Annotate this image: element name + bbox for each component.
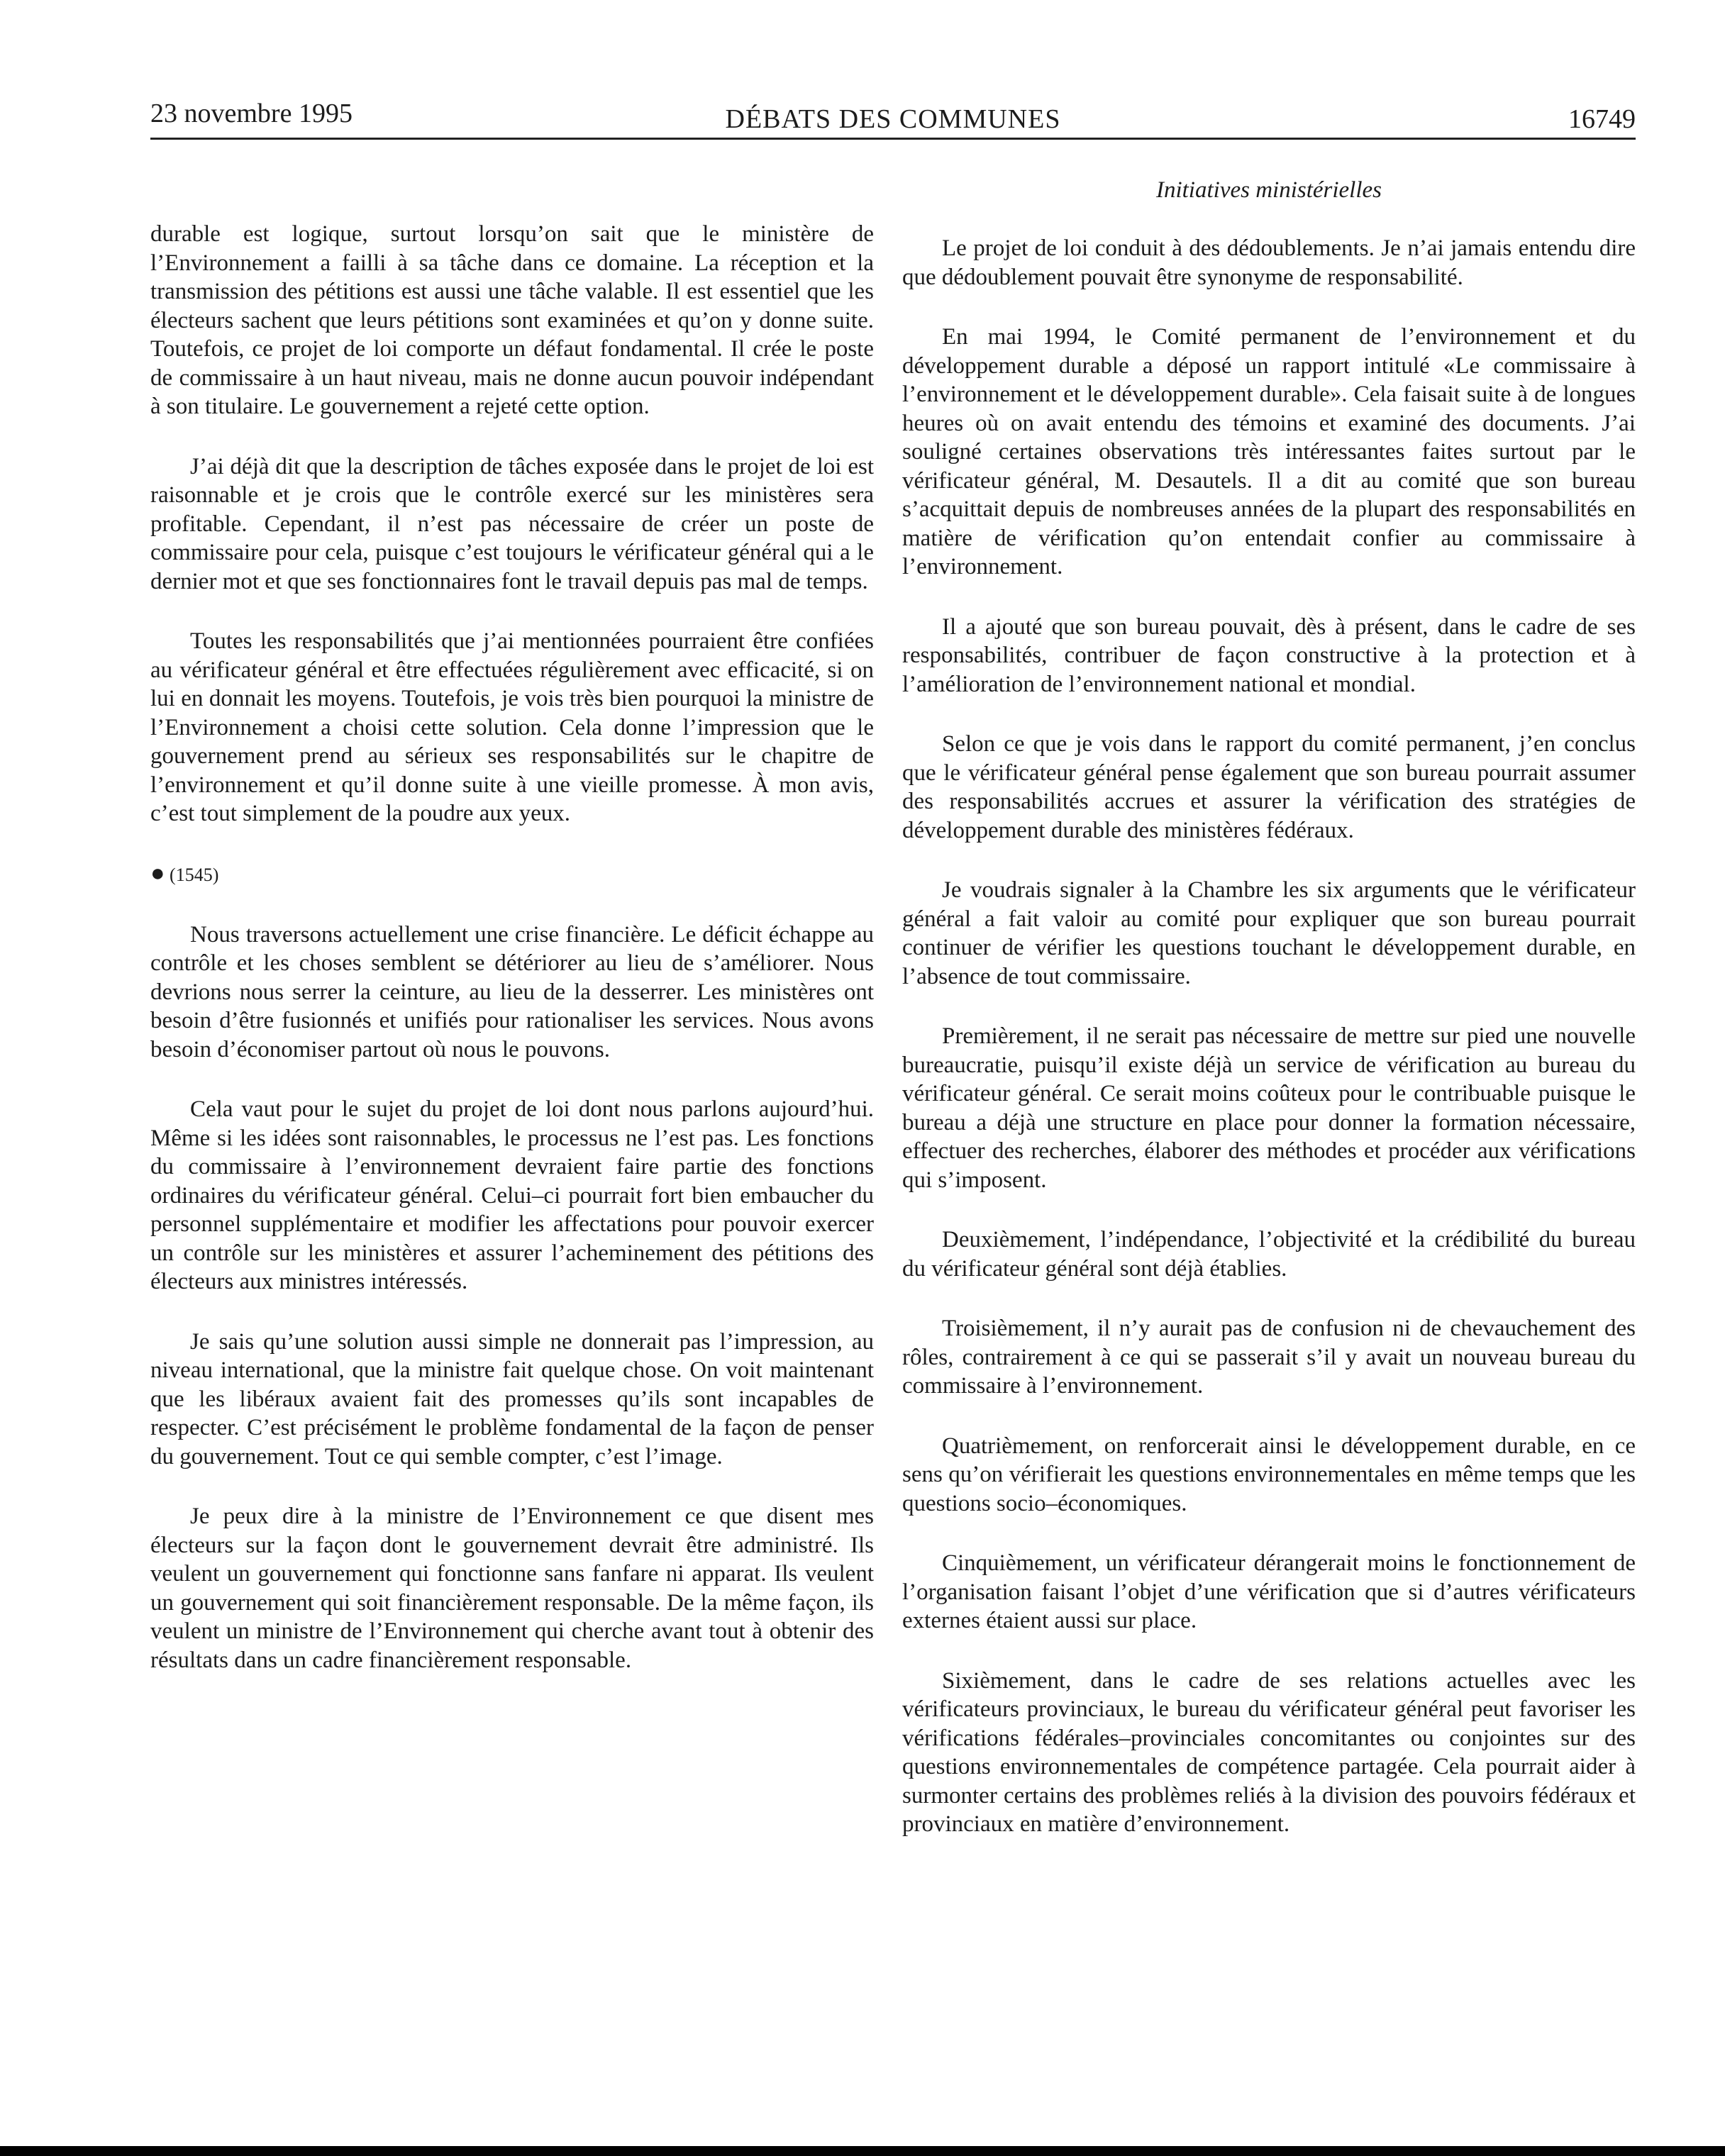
page-number: 16749: [1568, 104, 1636, 134]
paragraph: Le projet de loi conduit à des dédoublements. Je n’ai jamais entendu dire que dédoublement pouvait être synonyme de responsabilité.: [902, 235, 1636, 290]
paragraph: Je voudrais signaler à la Chambre les six arguments que le vérificateur général a fait valoir au comité pour expliquer que son bureau pourrait continuer de vérifier les questions touchant le développement durable, en l’absence de tout commissaire.: [902, 877, 1636, 989]
paragraph: J’ai déjà dit que la description de tâches exposée dans le projet de loi est raisonnable et je crois que le contrôle exercé sur les ministères sera profitable. Cependant, il n’est pas nécessaire de créer un poste de commissaire pour cela, puisque c’est toujours le vérificateur général qui a le dernier mot et que ses fonctionnaires font le travail depuis pas mal de temps.: [150, 453, 874, 594]
paragraph: Je peux dire à la ministre de l’Environnement ce que disent mes électeurs sur la façon dont le gouvernement devrait être administré. Ils veulent un gouvernement qui fonctionne sans fanfare ni apparat. Ils veulent un gouvernement qui soit financièrement responsable. De la même façon, ils veulent un ministre de l’Environnement qui cherche avant tout à obtenir des résultats dans un cadre financièrement responsable.: [150, 1504, 874, 1673]
paragraph: Quatrièmement, on renforcerait ainsi le développement durable, en ce sens qu’on vérifierait les questions environnementales en même temps que les questions socio–économiques.: [902, 1433, 1636, 1516]
paragraph: Cela vaut pour le sujet du projet de loi dont nous parlons aujourd’hui. Même si les idées sont raisonnables, le processus ne l’est pas. Les fonctions du commissaire à l’environnement devraient faire partie des fonctions ordinaires du vérificateur général. Celui–ci pourrait fort bien embaucher du personnel supplémentaire et modifier les affectations pour pouvoir exercer un contrôle sur les ministères et assurer l’acheminement des pétitions des électeurs aux ministres intéressés.: [150, 1096, 874, 1294]
time-marker: [150, 860, 874, 889]
time-marker-text: (1545): [170, 864, 219, 885]
paragraph: Selon ce que je vois dans le rapport du comité permanent, j’en conclus que le vérificateur général pense également que son bureau pourrait assumer des responsabilités accrues et assurer la vérification des stratégies de développement durable des ministères fédéraux.: [902, 731, 1636, 843]
bullet-icon: ●: [150, 860, 165, 887]
header-title: DÉBATS DES COMMUNES: [725, 104, 1061, 134]
paragraph: Premièrement, il ne serait pas nécessaire de mettre sur pied une nouvelle bureaucratie, puisqu’il existe déjà un service de vérification au bureau du vérificateur général. Ce serait moins coûteux pour le contribuable puisque le bureau a déjà une structure en place pour donner la formation nécessaire, effectuer des recherches, élaborer des méthodes et procéder aux vérifications qui s’imposent.: [902, 1023, 1636, 1193]
paragraph: Il a ajouté que son bureau pouvait, dès à présent, dans le cadre de ses responsabilités, contribuer de façon constructive à la protection et à l’amélioration de l’environnement national et mondial.: [902, 613, 1636, 697]
paragraph: Cinquièmement, un vérificateur dérangerait moins le fonctionnement de l’organisation faisant l’objet d’une vérification que si d’autres vérificateurs externes étaient aussi sur place.: [902, 1550, 1636, 1633]
page-header: [150, 85, 1636, 140]
left-column: [150, 220, 874, 1706]
paragraph: Toutes les responsabilités que j’ai mentionnées pourraient être confiées au vérificateur général et être effectuées régulièrement avec efficacité, si on lui en donnait les moyens. Toutefois, je vois très bien pourquoi la ministre de l’Environnement a choisi cette solution. Cela donne l’impression que le gouvernement prend au sérieux ses responsabilités sur le chapitre de l’environnement et qu’il donne suite à une vieille promesse. À mon avis, c’est tout simplement de la poudre aux yeux.: [150, 628, 874, 826]
paragraph: Troisièmement, il n’y aurait pas de confusion ni de chevauchement des rôles, contrairement à ce qui se passerait s’il y avait un nouveau bureau du commissaire à l’environnement.: [902, 1316, 1636, 1399]
scan-edge: [0, 2146, 1725, 2156]
paragraph: Sixièmement, dans le cadre de ses relations actuelles avec les vérificateurs provinciaux, le bureau du vérificateur général peut favoriser les vérifications fédérales–provinciales concomitantes ou conjointes sur des questions environnementales de compétence partagée. Cela pourrait aider à surmonter certains des problèmes reliés à la division des pouvoirs fédéraux et provinciaux en matière d’environnement.: [902, 1667, 1636, 1837]
right-column: [902, 234, 1636, 1870]
paragraph: Nous traversons actuellement une crise financière. Le déficit échappe au contrôle et les choses semblent se détériorer au lieu de s’améliorer. Nous devrions nous serrer la ceinture, au lieu de la desserrer. Les ministères ont besoin d’être fusionnés et unifiés pour rationaliser les services. Nous avons besoin d’économiser partout où nous le pouvons.: [150, 921, 874, 1062]
header-date: 23 novembre 1995: [150, 99, 353, 128]
paragraph: Deuxièmement, l’indépendance, l’objectivité et la crédibilité du bureau du vérificateur général sont déjà établies.: [902, 1227, 1636, 1282]
paragraph: durable est logique, surtout lorsqu’on sait que le ministère de l’Environnement a failli à sa tâche dans ce domaine. La réception et la transmission des pétitions est aussi une tâche valable. Il est essentiel que les électeurs sachent que leurs pétitions sont examinées et qu’on y donne suite. Toutefois, ce projet de loi comporte un défaut fondamental. Il crée le poste de commissaire à un haut niveau, mais ne donne aucun pouvoir indépendant à son titulaire. Le gouvernement a rejeté cette option.: [150, 221, 874, 419]
paragraph: Je sais qu’une solution aussi simple ne donnerait pas l’impression, au niveau international, que la ministre fait quelque chose. On voit maintenant que les libéraux avaient fait des promesses qu’ils sont incapables de respecter. C’est précisément le problème fondamental de la façon de penser du gouvernement. Tout ce qui semble compter, c’est l’image.: [150, 1328, 874, 1469]
paragraph: En mai 1994, le Comité permanent de l’environnement et du développement durable a déposé un rapport intitulé «Le commissaire à l’environnement et le développement durable». Cela faisait suite à de longues heures où on avait entendu des témoins et examiné des documents. J’ai souligné certaines observations très intéressantes faites surtout par le vérificateur général, M. Desautels. Il a dit au comité que son bureau s’acquittait depuis de nombreuses années de la plupart des responsabilités en matière de vérification qu’on entendait confier au commissaire à l’environnement.: [902, 324, 1636, 579]
section-label: Initiatives ministérielles: [1155, 177, 1382, 203]
